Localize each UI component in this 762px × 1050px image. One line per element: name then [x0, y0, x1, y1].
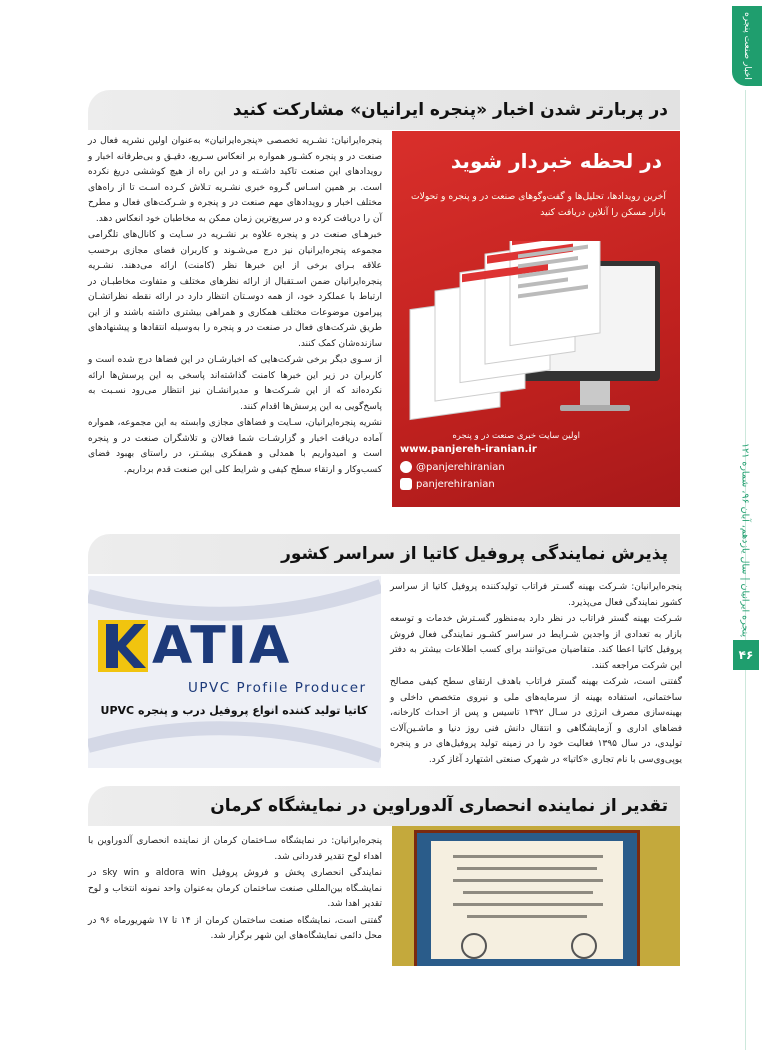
section-tab: [732, 6, 762, 86]
article2-paragraph: گفتنی است، شرکت بهینه گستر فراتاب باهدف ارتقای سطح کیفی مصالح ساختمانی، استفاده بهینه از سرمایه‌های ملی و نیروی متخصص داخلی و بهینه‌سازی مصرف انرژی در سـال ۱۳۹۲ تاسیس و پس از احداث کارخانه، فضاهای اداری و آزمایشگاهی و انتقال دانش فنی روز دنیا و ماشـین‌آلات تولیدی، در سال ۱۳۹۵ فعالیت خود را در زمینه تولید پروفیل‌های در و پنجره یوپی‌وی‌سی با نام تجاری «کاتیا» در شهرک صنعتی اشتهارد آغاز کرد.: [390, 677, 682, 765]
article2-paragraph: شـرکت بهینه گستر فراتاب در نظر دارد به‌منظور گسـترش خدمات و توسعه بازار به تعدادی از واجدین شـرایط در سراسر کشـور نمایندگی فعال فروش پروفیل کاتیا اعطا کند. متقاضیان می‌توانند برای کسب اطلاعات بیشتر به دفتر این شرکت مراجعه کنند.: [390, 614, 682, 671]
article1-paragraph: پنجره‌ایرانیان: نشـریه تخصصی «پنجره‌ایرانیان» به‌عنوان اولین نشریه فعال در صنعت در و پنجره کشـور همواره بر انعکاس سـریع، دقیـق و بی‌طرفانه اخبار و رویدادهای این صنعت تاکید داشـته و در این راه از هیچ کوششی دریغ نکرده است. بر همین اسـاس گـروه خبری نشـریه تـلاش کـرده اسـت تا از راه‌های مختلف اخبار و رویدادهای مهم صنعت در و پنجره و شـرکت‌های فعال و مطرح آن را دریافت کرده و در سریع‌ترین زمان ممکن به مخاطبان خود انعکاس دهد.: [88, 136, 382, 224]
cert-line: [463, 891, 593, 894]
article1-title: در پربارتر شدن اخبار «پنجره ایرانیان» مشارکت کنید: [232, 100, 668, 120]
cert-line: [453, 879, 603, 882]
ad-site-caption: اولین سایت خبری صنعت در و پنجره: [452, 431, 580, 441]
ad-site-url: www.panjereh-iranian.ir: [400, 444, 537, 455]
katia-logo-ad: [88, 576, 381, 768]
article3-title-bar: [88, 786, 680, 826]
article1-paragraph: خبرهـای صنعت در و پنجره علاوه بر نشـریه در سـایت و کانال‌های تلگرامی مجموعه پنجره‌ایرانیان نیز درج می‌شـوند و کاربران فضای مجازی برحسب علاقه بـرای برخی از این خبرها نظر (کامنت) ارائه می‌دهند. نشـریه پنجره‌ایرانیان ضمن اسـتقبال از ارائه نظرهای مختلف و متفاوت مخاطبـان در ارتباط با عملکرد خود، از همه دوسـتان انتظار دارد در ارائه نقطه نظراتشـان پیرامون موضوعات مختلف همکاری و همراهی بیشتری داشته باشند و از این طریق شرکت‌های فعال در صنعت در و پنجره را به‌وسیله انتقادها و پیشنهادهای سازنده‌شان کمک کنند.: [88, 230, 382, 349]
article1-paragraph: نشریه پنجره‌ایرانیان، سـایت و فضاهای مجازی وابسته به این مجموعه، همواره آماده دریافت اخبار و گزارشـات شما فعالان و تلاشگران صنعت در و پنجره است و امیدواریم با همدلی و همفکری بیشـتر، در راستای بهبود فضای کسب‌وکار و ارتقاء سطح کیفی و شرایط کلی این صنعت قدم برداریم.: [88, 418, 382, 475]
ad-subline: آخرین رویدادها، تحلیل‌ها و گفت‌وگوهای صنعت در و پنجره و تحولات بازار مسکن را آنلاین دریافت کنید: [410, 191, 666, 218]
section-tab-label: اخبار صنعت پنجره: [742, 12, 752, 80]
certificate-frame: [414, 830, 640, 966]
ad-telegram-handle: @panjerehiranian: [416, 462, 505, 473]
news-site-ad: [392, 131, 680, 507]
cert-line: [453, 855, 603, 858]
cert-line: [453, 903, 603, 906]
cert-line: [457, 867, 597, 870]
katia-k-mark: [98, 620, 148, 672]
katia-persian-line: کاتیا تولید کننده انواع پروفیل درب و پنجره UPVC: [100, 704, 368, 717]
article2-title-bar: [88, 534, 680, 574]
article3-paragraph: پنجره‌ایرانیان: در نمایشگاه سـاختمان کرمان از نماینده انحصاری آلدوراوین با اهداء لوح تقدیر قدردانی شد.: [88, 836, 382, 862]
monitor-illustration: [400, 241, 672, 451]
page-number: ۴۶: [733, 640, 759, 670]
certificate-photo: [392, 826, 680, 966]
katia-wordmark: ATIA: [152, 616, 292, 676]
article3-body: [88, 834, 382, 946]
article2-title: پذیرش نمایندگی پروفیل کاتیا از سراسر کشور: [281, 544, 668, 564]
article2-body: [390, 580, 682, 769]
certificate-paper: [431, 841, 623, 959]
ad-headline: در لحظه خبردار شوید: [450, 149, 662, 173]
article1-paragraph: از سـوی دیگر برخی شرکت‌هایی که اخبارشـان در این فضاها درج شده است و کاربران در زیر این خبرها کامنت گذاشته‌اند پاسخی به این پرسش‌ها ارائه نکرده‌اند که از این شـرکت‌ها و مدیرانشـان نیز انتظار می‌رود نسـبت به پاسخ‌گویی به این پرسش‌ها اقدام کنند.: [88, 355, 382, 412]
issue-info-text: پنجره ایرانیان | سال یازدهم، آبان ۹۶، شماره ۱۲۱: [739, 443, 751, 637]
ad-instagram-handle: panjerehiranian: [416, 479, 495, 490]
cert-seal: [461, 933, 487, 959]
article1-title-bar: [88, 90, 680, 130]
article2-paragraph: پنجره‌ایرانیان: شـرکت بهینه گسـتر فراتاب تولیدکننده پروفیل کاتیا از سراسر کشور نمایندگی فعال می‌پذیرد.: [390, 582, 682, 608]
ad-telegram: [400, 461, 540, 477]
article3-paragraph: گفتنی است، نمایشگاه صنعت ساختمان کرمان از ۱۴ تا ۱۷ شهریورماه ۹۶ در محل دائمی نمایشگاه‌های این شهر برگزار شد.: [88, 915, 383, 941]
telegram-icon: [400, 461, 412, 473]
article1-body: [88, 134, 382, 479]
issue-info: [733, 430, 757, 650]
cert-seal: [571, 933, 597, 959]
article3-paragraph: نمایندگی انحصاری پخش و فروش پروفیل aldora win و sky win در نمایشـگاه بین‌المللی صنعت ساختمان کرمان به‌عنوان واحد نمونه انتخاب و لوح تقدیر اهدا شد.: [88, 868, 382, 909]
instagram-icon: [400, 478, 412, 490]
cert-line: [467, 915, 587, 918]
ad-instagram: [400, 478, 540, 494]
katia-tagline: UPVC Profile Producer: [188, 680, 367, 696]
article3-title: تقدیر از نماینده انحصاری آلدوراوین در نمایشگاه کرمان: [210, 796, 668, 816]
